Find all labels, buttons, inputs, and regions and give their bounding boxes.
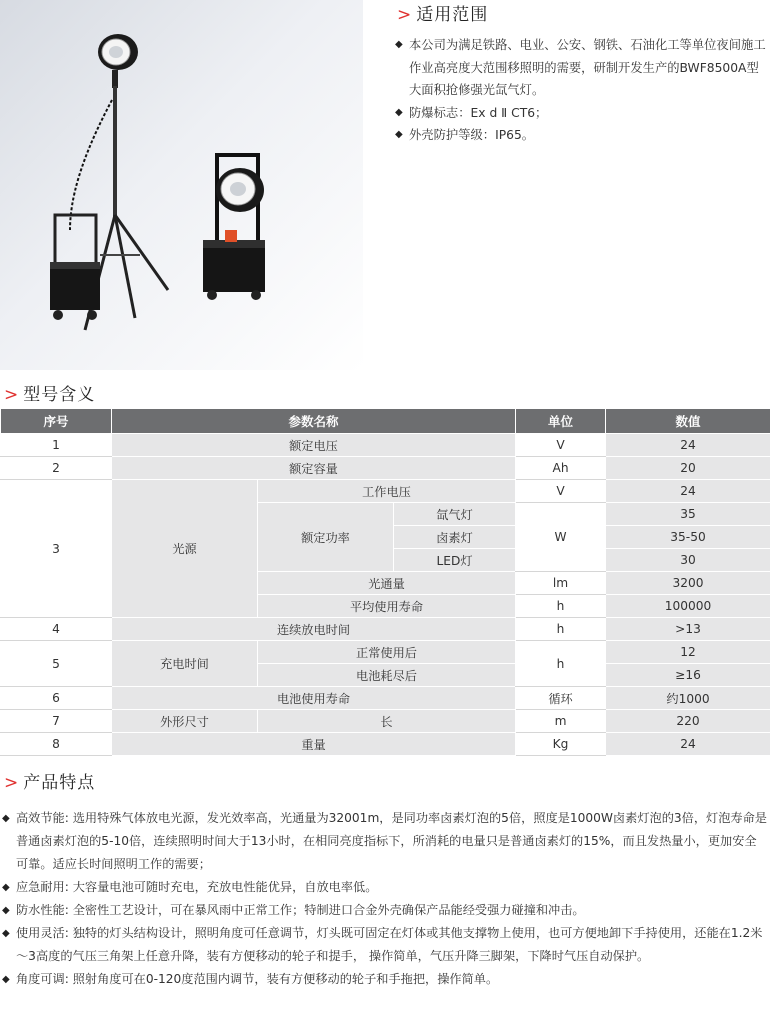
table-row: 卤素灯 35-50 [1, 526, 770, 549]
chevron-right-icon: > [4, 773, 20, 793]
header-value: 数值 [606, 409, 770, 434]
features-bullet-list [4, 807, 768, 991]
list-item: ◆ 高效节能: 选用特殊气体放电光源，发光效率高，光通量为32001m，是同功率卤素灯泡的5倍，照度是1000W卤素灯泡的3倍，灯泡寿命是普通卤素灯泡的5-10倍，连续照明时间大于13小时，在相同亮度指标下，所消耗的电量只是普通卤素灯的15%，而且发热量小，更加安全可靠。适应长时间照明工作的需要； [4, 807, 768, 876]
table-row: 3 光源 工作电压 V 24 [1, 480, 770, 503]
table-row: 8 重量 Kg 24 [1, 733, 770, 756]
table-row: 2 额定容量 Ah 20 [1, 457, 770, 480]
list-item: ◆ 防爆标志：Ex d Ⅱ CT6； [397, 102, 767, 125]
list-item: ◆ 使用灵活: 独特的灯头结构设计，照明角度可任意调节，灯头既可固定在灯体或其他支撑物上使用，也可方便地卸下手持使用，还能在1.2米～3高度的气压三角架上任意升降，装有方便移动的轮子和提手， 操作简单，气压升降三脚架，下降时气压自动保护。 [4, 922, 768, 968]
header-param: 参数名称 [112, 409, 516, 434]
product-photo [0, 0, 363, 370]
table-row: 额定功率 氙气灯 W 35 [1, 503, 770, 526]
table-row: 1 额定电压 V 24 [1, 434, 770, 457]
table-row: 平均使用寿命 h 100000 [1, 595, 770, 618]
tripod-lamp-illustration [50, 34, 168, 330]
table-row: 7 外形尺寸 长 m 220 [1, 710, 770, 733]
table-header-row [1, 409, 770, 434]
scope-bullet-list [397, 34, 767, 147]
header-unit: 单位 [516, 409, 606, 434]
list-item: ◆ 本公司为满足铁路、电业、公安、钢铁、石油化工等单位夜间施工作业高亮度大范围移照明的需要，研制开发生产的BWF8500A型大面积抢修强光氙气灯。 [397, 34, 767, 102]
table-row: 6 电池使用寿命 循环 约1000 [1, 687, 770, 710]
list-item: ◆ 应急耐用: 大容量电池可随时充电，充放电性能优异，自放电率低。 [4, 876, 768, 899]
section-title-features: > 产品特点 [4, 773, 96, 793]
section-title-scope: > 适用范围 [397, 5, 489, 25]
list-item: ◆ 角度可调: 照射角度可在0-120度范围内调节，装有方便移动的轮子和手拖把，操作简单。 [4, 968, 768, 991]
spec-table [0, 408, 770, 756]
table-row: 电池耗尽后 ≥16 [1, 664, 770, 687]
chevron-right-icon: > [4, 385, 20, 405]
header-no: 序号 [1, 409, 112, 434]
table-row: 光通量 lm 3200 [1, 572, 770, 595]
list-item: ◆ 防水性能: 全密性工艺设计，可在暴风雨中正常工作；特制进口合金外壳确保产品能经受强力碰撞和冲击。 [4, 899, 768, 922]
chevron-right-icon: > [397, 5, 413, 25]
table-row: 5 充电时间 正常使用后 h 12 [1, 641, 770, 664]
box-lamp-illustration [203, 155, 265, 300]
list-item: ◆ 外壳防护等级：IP65。 [397, 124, 767, 147]
section-title-model: > 型号含义 [4, 385, 96, 405]
table-row: 4 连续放电时间 h >13 [1, 618, 770, 641]
table-row: LED灯 30 [1, 549, 770, 572]
